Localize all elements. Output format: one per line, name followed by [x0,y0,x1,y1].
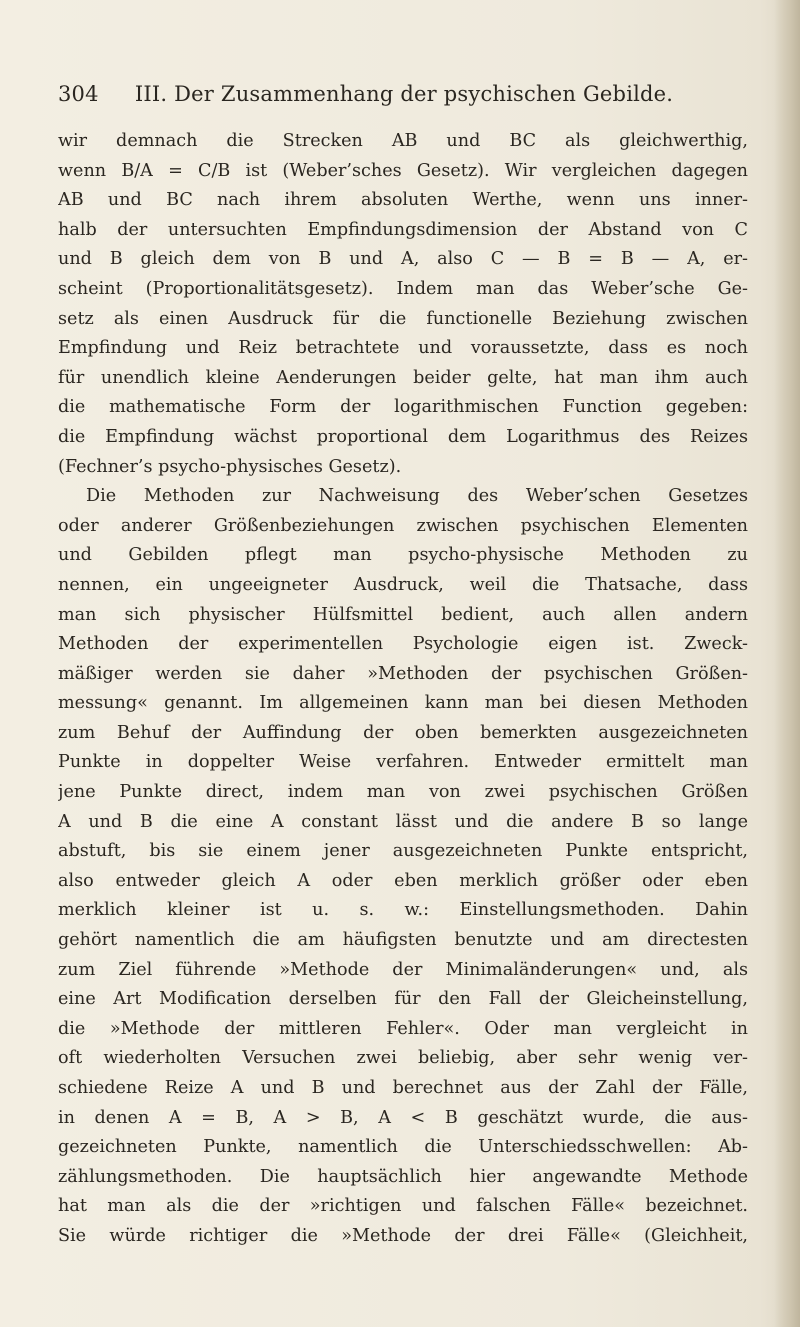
text-line: in denen A = B, A > B, A < B geschätzt wurde, die aus- [58,1107,748,1128]
text-line: Punkte in doppelter Weise verfahren. Entweder ermittelt man [58,752,748,773]
page-number: 304 [58,82,99,106]
page-edge-shadow [774,0,800,1327]
text-line: die Empfindung wächst proportional dem Logarithmus des Reizes [58,426,748,447]
text-line: also entweder gleich A oder eben merklich größer oder eben [58,870,748,891]
text-line: gezeichneten Punkte, namentlich die Unterschiedsschwellen: Ab- [58,1137,748,1158]
text-line: abstuft, bis sie einem jener ausgezeichneten Punkte entspricht, [58,841,748,862]
text-line: zum Ziel führende »Methode der Minimaländerungen« und, als [58,959,748,980]
text-line: und B gleich dem von B und A, also C — B = B — A, er- [58,249,748,270]
text-line: die »Methode der mittleren Fehler«. Oder man vergleicht in [58,1018,748,1039]
text-line: zum Behuf der Auffindung der oben bemerkten ausgezeichneten [58,722,748,743]
text-line: Empfindung und Reiz betrachtete und voraussetzte, dass es noch [58,338,748,359]
running-header [58,82,740,106]
text-line: gehört namentlich die am häufigsten benutzte und am directesten [58,930,748,951]
text-line: zählungsmethoden. Die hauptsächlich hier angewandte Methode [58,1166,748,1187]
text-line: messung« genannt. Im allgemeinen kann man bei diesen Methoden [58,693,748,714]
body-text [58,127,748,1252]
text-line: man sich physischer Hülfsmittel bedient, auch allen andern [58,604,748,625]
text-line: schiedene Reize A und B und berechnet aus der Zahl der Fälle, [58,1078,748,1098]
running-title: III. Der Zusammenhang der psychischen Gebilde. [134,82,674,106]
text-line: oder anderer Größenbeziehungen zwischen psychischen Elementen [58,515,748,536]
text-line: Methoden der experimentellen Psychologie eigen ist. Zweck- [58,634,748,655]
text-line: für unendlich kleine Aenderungen beider gelte, hat man ihm auch [58,367,748,388]
text-line: hat man als die der »richtigen und falschen Fälle« bezeichnet. [58,1196,748,1217]
text-line: merklich kleiner ist u. s. w.: Einstellungsmethoden. Dahin [58,900,748,921]
text-line: eine Art Modification derselben für den Fall der Gleicheinstellung, [58,989,748,1010]
text-line: nennen, ein ungeeigneter Ausdruck, weil die Thatsache, dass [58,574,748,595]
text-line: wenn B/A = C/B ist (Weber’sches Gesetz). Wir vergleichen dagegen [58,160,748,181]
text-line: halb der untersuchten Empfindungsdimension der Abstand von C [58,219,748,240]
text-line: mäßiger werden sie daher »Methoden der psychischen Größen- [58,663,748,684]
text-line: setz als einen Ausdruck für die functionelle Beziehung zwischen [58,308,748,329]
text-line: oft wiederholten Versuchen zwei beliebig, aber sehr wenig ver- [58,1048,748,1069]
text-line: Die Methoden zur Nachweisung des Weber’schen Gesetzes [86,486,748,507]
text-line: (Fechner’s psycho-physisches Gesetz). [58,456,402,477]
text-line: A und B die eine A constant lässt und die andere B so lange [58,811,748,832]
text-line: Sie würde richtiger die »Methode der drei Fälle« (Gleichheit, [58,1225,748,1246]
text-line: jene Punkte direct, indem man von zwei psychischen Größen [58,782,748,803]
text-line: scheint (Proportionalitätsgesetz). Indem man das Weber’sche Ge- [58,278,748,299]
text-line: und Gebilden pflegt man psycho-physische Methoden zu [58,545,748,566]
text-line: wir demnach die Strecken AB und BC als gleichwerthig, [58,131,748,151]
text-line: AB und BC nach ihrem absoluten Werthe, wenn uns inner- [58,190,748,211]
text-line: die mathematische Form der logarithmischen Function gegeben: [58,397,748,418]
